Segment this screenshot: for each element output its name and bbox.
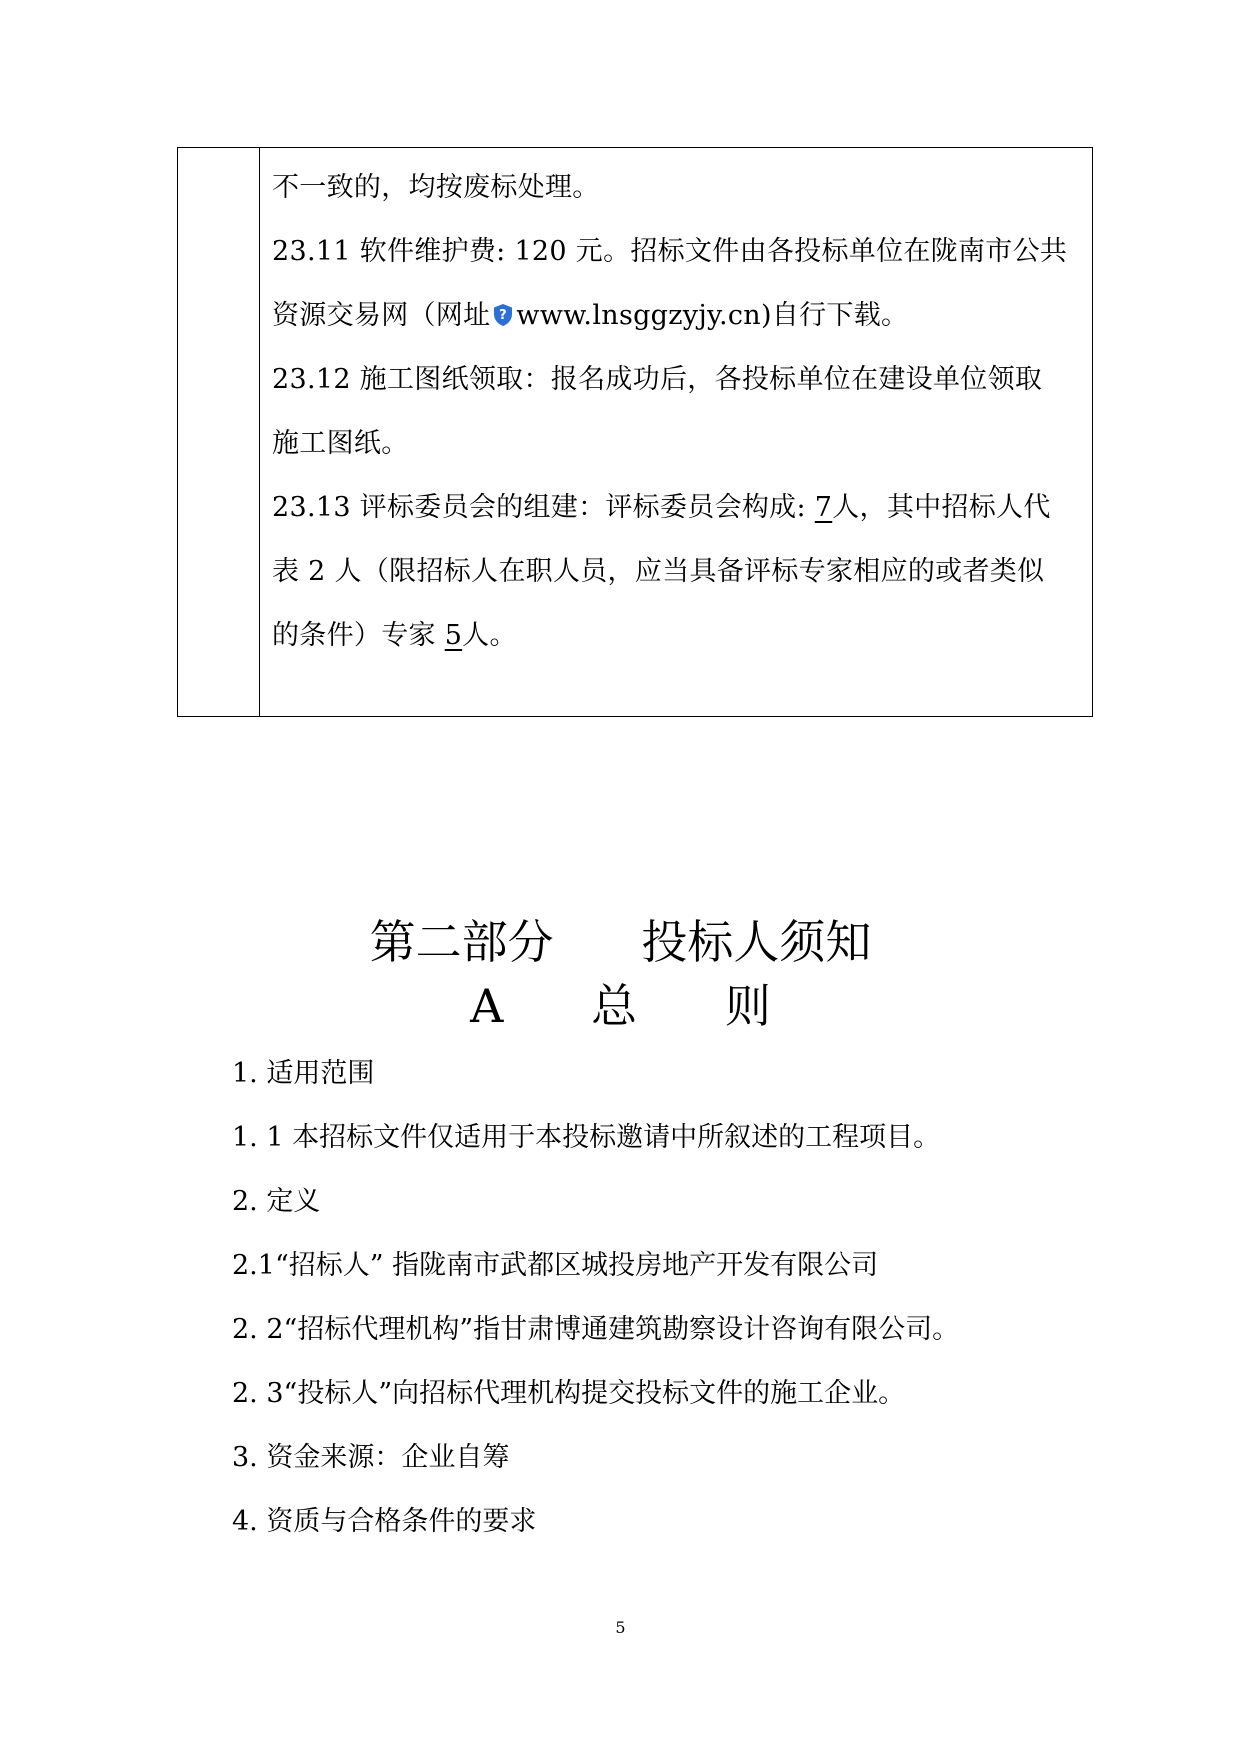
table-line: 施工图纸。: [272, 428, 409, 459]
shield-icon: [492, 287, 514, 323]
clause-line: 3. 资金来源：企业自筹: [232, 1442, 510, 1473]
table-line: 不一致的，均按废标处理。: [272, 172, 600, 203]
svg-text:?: ?: [499, 308, 508, 323]
page-number: 5: [615, 1618, 626, 1637]
clause-line: 2.1“招标人” 指陇南市武都区城投房地产开发有限公司: [232, 1250, 879, 1281]
table-line: 表 2 人（限招标人在职人员，应当具备评标专家相应的或者类似: [272, 556, 1045, 587]
expert-count: 5: [444, 620, 463, 651]
part-title: 第二部分 投标人须知: [369, 915, 872, 969]
clause-line: 2. 3“投标人”向招标代理机构提交投标文件的施工企业。: [232, 1378, 906, 1409]
clause-line: 4. 资质与合格条件的要求: [232, 1506, 537, 1537]
website-link[interactable]: www.lnsggzyjy.cn)自行下载。: [516, 300, 909, 331]
committee-count: 7: [814, 492, 833, 523]
instructions-body: [232, 1042, 1132, 1554]
table-line-committee: 23.13 评标委员会的组建：评标委员会构成: 7人，其中招标人代: [272, 492, 1051, 523]
table-line: 23.11 软件维护费: 120 元。招标文件由各投标单位在陇南市公共: [272, 236, 1068, 267]
section-title: A 总 则: [470, 979, 771, 1033]
table-content-cell: [272, 156, 1082, 668]
clause-line: 2. 定义: [232, 1186, 321, 1217]
clause-line: 1. 1 本招标文件仅适用于本投标邀请中所叙述的工程项目。: [232, 1122, 941, 1153]
requirements-table: [177, 147, 1093, 717]
table-line-experts: 的条件）专家 5人。: [272, 620, 517, 651]
table-column-divider: [259, 148, 260, 716]
clause-line: 2. 2“招标代理机构”指甘肃博通建筑勘察设计咨询有限公司。: [232, 1314, 960, 1345]
clause-line: 1. 适用范围: [232, 1058, 375, 1089]
table-line: 23.12 施工图纸领取：报名成功后，各投标单位在建设单位领取: [272, 364, 1043, 395]
table-line-website: 资源交易网（网址 ? www.lnsggzyjy.cn)自行下载。: [272, 284, 1082, 348]
